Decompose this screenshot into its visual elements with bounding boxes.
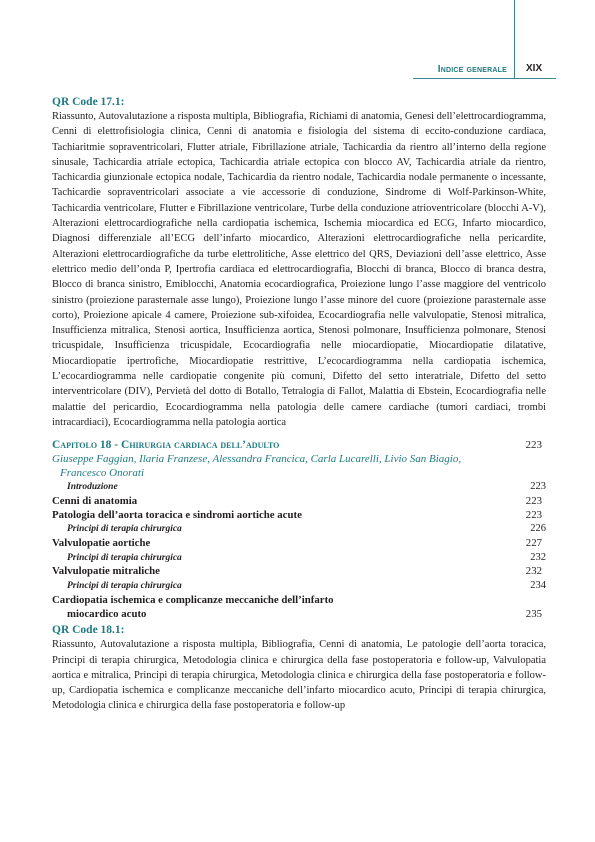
toc-entry-page: 226 bbox=[530, 523, 546, 535]
header-horizontal-rule bbox=[413, 78, 556, 79]
toc-entry-last-line-2 bbox=[52, 608, 546, 622]
qr-code-18-text: Riassunto, Autovalutazione a risposta multipla, Bibliografia, Cenni di anatomia, Le patologie dell’aorta toracica, Principi di terapia chirurgica, Metodologia clinica e chirurgica della fase postoperatoria e follow-up, Valvulopatia aortica e mitralica, Principi di terapia chirurgica, Metodologia clinica e chirurgica della fase postoperatoria e follow-up, Cardiopatia ischemica e complicanze meccaniche dell’infarto miocardico acuto, Principi di terapia chirurgica, Metodologia clinica e chirurgica della fase postoperatoria e follow-up bbox=[52, 639, 546, 712]
toc-entry-label-continued: miocardico acuto bbox=[67, 607, 147, 620]
toc-entry bbox=[52, 495, 546, 509]
toc-entry-page: 235 bbox=[525, 607, 542, 620]
toc-entry-label: Principi di terapia chirurgica bbox=[67, 581, 182, 592]
toc-entry bbox=[52, 509, 546, 523]
toc-entry-last-line-1 bbox=[52, 594, 546, 608]
chapter-title: Capitolo 18 - Chirurgia cardiaca dell’adulto bbox=[52, 439, 280, 452]
toc-entry-page: 227 bbox=[525, 537, 542, 550]
toc-entry-label: Valvulopatie mitraliche bbox=[52, 565, 160, 578]
qr-code-17-text: Riassunto, Autovalutazione a risposta multipla, Bibliografia, Richiami di anatomia, Genesi dell’elettrocardiogramma, Cenni di elettrofisiologia clinica, Cenni di anatomia e fisiologia del sistema di eccito-conduzione cardiaca, Tachiaritmie sopraventricolari, Flutter atriale, Fibrillazione atriale, Tachicardia da rientro all’interno della regione sinusale, Tachicardia atriale ectopica, Tachicardia atriale ectopica con blocco AV, Tachicardia atriale da rientro, Tachicardia giunzionale ectopica nodale, Tachicardia da rientro nodale, Tachicardia nodale permanente o incessante, Tachicardie sopraventricolari associate a vie accessorie di conduzione, Sindrome di Wolf-Parkinson-White, Tachicardia ventricolare, Flutter e Fibrillazione ventricolare, Turbe della conduzione atrioventricolare (blocchi A-V), Alterazioni elettrocardiografiche nella cardiopatia ischemica, Ischemia miocardica ed ECG, Infarto miocardico, Diagnosi differenziale all’ECG dell’infarto miocardico, Alterazioni elettrocardiografiche nella pericardite, Alterazioni elettrocardiografiche da turbe elettrolitiche, Asse elettrico del QRS, Deviazioni dell’asse elettrico, Asse elettrico medio dell’onda P, Ipertrofia cardiaca ed elettrocardiografia, Blocchi di branca, Blocco di branca destra, Blocco di branca sinistro, Emiblocchi, Anatomia ecocardiografica, Proiezione lungo l’asse maggiore del ventricolo sinistro (proiezione parasternale asse lungo), Proiezione lungo l’asse minore del cuore (proiezione parasternale asse corto), Proiezione apicale 4 camere, Proiezione sub-xifoidea, Ecocardiografia nelle valvulopatie, Stenosi mitralica, Insufficienza mitralica, Stenosi aortica, Insufficienza aortica, Stenosi polmonare, Insufficienza polmonare, Stenosi tricuspidale, Insufficienza tricuspidale, Ecocardiografia nelle miocardiopatie, Miocardiopatie dilatative, Miocardiopatie ipertrofiche, Miocardiopatie restrittive, L’ecocardiogramma nella cardiopatia ischemica, L’ecocardiogramma nelle cardiopatie congenite più comuni, Difetto del setto interatriale, Difetto del setto interventricolare (DIV), Pervietà del dotto di Botallo, Tetralogia di Fallot, Malattia di Ebstein, Ecocardiografia nelle malattie del pericardio, Ecocardiogramma nella patologia delle camere cardiache (tumori cardiaci, trombi intracardiaci), Ecocardiogramma nella patologia aortica bbox=[52, 111, 546, 428]
qr-code-18-title: QR Code 18.1: bbox=[52, 624, 125, 637]
qr-code-17-title: QR Code 17.1: bbox=[52, 96, 125, 108]
toc-entry-label: Introduzione bbox=[67, 482, 118, 493]
toc-entry-label: Cenni di anatomia bbox=[52, 494, 138, 507]
toc-entry-label: Principi di terapia chirurgica bbox=[67, 552, 182, 563]
chapter-page: 223 bbox=[525, 439, 542, 452]
toc-entry bbox=[52, 522, 546, 537]
toc-entry-page: 232 bbox=[530, 551, 546, 563]
toc-entry-page: 223 bbox=[530, 481, 546, 493]
toc-entry-page: 223 bbox=[525, 508, 542, 521]
toc-entry bbox=[52, 480, 546, 495]
running-header-section: Indice generale bbox=[437, 64, 507, 75]
toc-entry-label: Principi di terapia chirurgica bbox=[67, 524, 182, 535]
toc-entry-page: 232 bbox=[525, 565, 542, 578]
toc-entry-label: Patologia dell’aorta toracica e sindromi aortiche acute bbox=[52, 508, 302, 521]
authors-line-2: Francesco Onorati bbox=[60, 467, 145, 480]
toc-entry-page: 223 bbox=[525, 494, 542, 507]
toc-entry-page: 234 bbox=[530, 580, 546, 592]
toc-entry bbox=[52, 565, 546, 579]
toc-content bbox=[52, 95, 546, 714]
chapter-authors bbox=[52, 452, 546, 480]
header-vertical-rule bbox=[514, 0, 515, 78]
toc-entry bbox=[52, 551, 546, 566]
authors-line-1: Giuseppe Faggian, Ilaria Franzese, Alessandra Francica, Carla Lucarelli, Livio San Biagio, bbox=[52, 453, 462, 466]
chapter-heading bbox=[52, 438, 546, 452]
toc-entry bbox=[52, 579, 546, 594]
toc-entry-label: Cardiopatia ischemica e complicanze meccaniche dell’infarto bbox=[52, 593, 334, 606]
page-number: XIX bbox=[526, 63, 543, 74]
toc-entry-label: Valvulopatie aortiche bbox=[52, 537, 151, 550]
toc-entry bbox=[52, 537, 546, 551]
